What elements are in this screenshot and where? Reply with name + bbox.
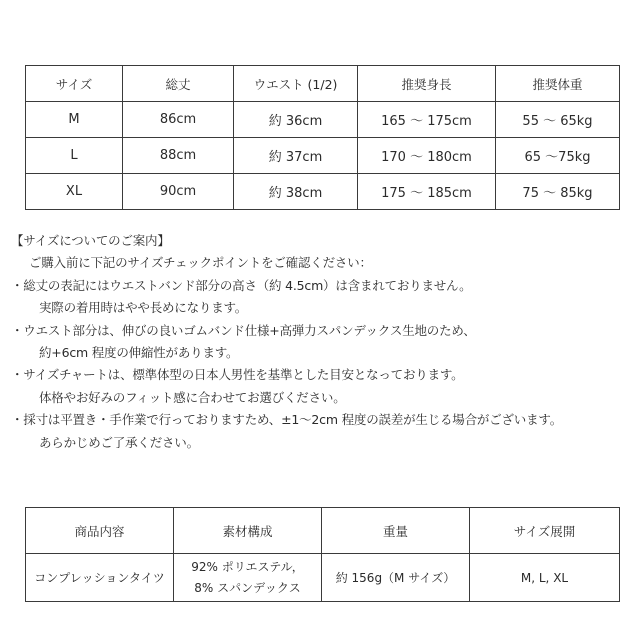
- notes-heading: 【サイズについてのご案内】: [11, 233, 170, 248]
- size-cell: M: [26, 102, 123, 138]
- material-table-header-row: [26, 508, 620, 554]
- header-size-range: サイズ展開: [470, 508, 620, 554]
- table-row: [26, 102, 620, 138]
- table-row: [26, 174, 620, 210]
- header-weight: 重量: [322, 508, 470, 554]
- weight-cell: 55 ～ 65kg: [496, 102, 620, 138]
- weight-cell: 75 ～ 85kg: [496, 174, 620, 210]
- total-length-cell: 90cm: [123, 174, 234, 210]
- note-item-continuation: 実際の着用時はやや長めになります。: [39, 300, 248, 316]
- notes-intro: ご購入前に下記のサイズチェックポイントをご確認ください：: [29, 255, 372, 271]
- material-table: [25, 507, 620, 602]
- header-product: 商品内容: [26, 508, 174, 554]
- total-length-cell: 86cm: [123, 102, 234, 138]
- product-cell: コンプレッションタイツ: [26, 554, 174, 602]
- size-table-header-row: [26, 66, 620, 102]
- header-waist: ウエスト (1/2): [234, 66, 358, 102]
- header-recommended-height: 推奨身長: [358, 66, 496, 102]
- size-cell: L: [26, 138, 123, 174]
- height-cell: 165 ～ 175cm: [358, 102, 496, 138]
- table-row: [26, 554, 620, 602]
- waist-cell: 約 38cm: [234, 174, 358, 210]
- size-range-cell: M, L, XL: [470, 554, 620, 602]
- note-item-continuation: あらかじめご了承ください。: [39, 434, 199, 450]
- total-length-cell: 88cm: [123, 138, 234, 174]
- material-line: 8% スパンデックス: [194, 580, 301, 595]
- size-cell: XL: [26, 174, 123, 210]
- waist-cell: 約 36cm: [234, 102, 358, 138]
- weight-cell: 約 156g（M サイズ）: [322, 554, 470, 602]
- header-material: 素材構成: [174, 508, 322, 554]
- note-item-continuation: 約+6cm 程度の伸縮性があります。: [39, 344, 239, 360]
- material-cell: [174, 554, 322, 602]
- note-item: ・総丈の表記にはウエストバンド部分の高さ（約 4.5cm）は含まれておりません。: [11, 277, 472, 293]
- note-item: ・サイズチャートは、標準体型の日本人男性を基準とした目安となっております。: [11, 367, 464, 383]
- table-row: [26, 138, 620, 174]
- size-guide-notes: [11, 230, 633, 454]
- height-cell: 175 ～ 185cm: [358, 174, 496, 210]
- header-recommended-weight: 推奨体重: [496, 66, 620, 102]
- material-line: 92% ポリエステル，: [191, 559, 304, 574]
- height-cell: 170 ～ 180cm: [358, 138, 496, 174]
- header-size: サイズ: [26, 66, 123, 102]
- weight-cell: 65 ～75kg: [496, 138, 620, 174]
- note-item: ・採寸は平置き・手作業で行っておりますため、±1～2cm 程度の誤差が生じる場合がございます。: [11, 412, 563, 428]
- header-total-length: 総丈: [123, 66, 234, 102]
- waist-cell: 約 37cm: [234, 138, 358, 174]
- note-item: ・ウエスト部分は、伸びの良いゴムバンド仕様+高弾力スパンデックス生地のため、: [11, 322, 476, 338]
- size-table: [25, 65, 620, 210]
- note-item-continuation: 体格やお好みのフィット感に合わせてお選びください。: [39, 389, 346, 405]
